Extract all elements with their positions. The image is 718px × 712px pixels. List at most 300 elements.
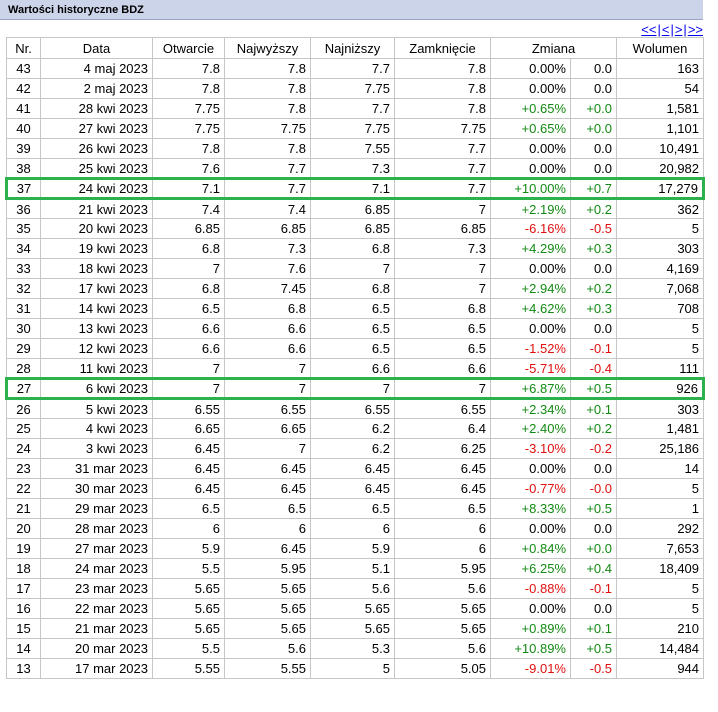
cell-nr: 43 [7,59,41,79]
cell-volume: 926 [617,379,704,399]
pagination [641,22,703,37]
cell-high: 7.8 [225,139,311,159]
cell-open: 5.5 [153,639,225,659]
cell-open: 5.65 [153,619,225,639]
cell-nr: 16 [7,599,41,619]
cell-close: 6.55 [395,399,491,419]
cell-change-pct: 0.00% [491,79,571,99]
cell-low: 6.8 [311,239,395,259]
cell-open: 6 [153,519,225,539]
cell-close: 5.05 [395,659,491,679]
cell-high: 5.95 [225,559,311,579]
cell-high: 7.6 [225,259,311,279]
cell-volume: 1,481 [617,419,704,439]
table-row [7,179,704,199]
cell-low: 5.65 [311,619,395,639]
cell-change-abs: 0.0 [571,139,617,159]
cell-nr: 14 [7,639,41,659]
table-row [7,539,704,559]
cell-close: 7.3 [395,239,491,259]
cell-change-pct: 0.00% [491,59,571,79]
cell-change-abs: -0.4 [571,359,617,379]
cell-nr: 40 [7,119,41,139]
cell-change-abs: +0.7 [571,179,617,199]
cell-open: 5.55 [153,659,225,679]
cell-volume: 210 [617,619,704,639]
cell-nr: 42 [7,79,41,99]
cell-change-pct: -0.88% [491,579,571,599]
cell-nr: 20 [7,519,41,539]
table-row [7,79,704,99]
pager-separator: | [657,22,661,37]
cell-volume: 7,653 [617,539,704,559]
cell-nr: 38 [7,159,41,179]
cell-low: 6.5 [311,299,395,319]
cell-date: 13 kwi 2023 [41,319,153,339]
cell-change-abs: -0.5 [571,219,617,239]
cell-open: 5.9 [153,539,225,559]
cell-volume: 14,484 [617,639,704,659]
cell-change-abs: 0.0 [571,159,617,179]
cell-volume: 10,491 [617,139,704,159]
cell-change-abs: -0.2 [571,439,617,459]
cell-change-abs: +0.0 [571,99,617,119]
cell-volume: 20,982 [617,159,704,179]
cell-low: 6.85 [311,219,395,239]
table-row [7,599,704,619]
cell-open: 7.75 [153,119,225,139]
cell-nr: 28 [7,359,41,379]
table-row [7,619,704,639]
cell-low: 6.6 [311,359,395,379]
cell-high: 6.85 [225,219,311,239]
cell-change-pct: 0.00% [491,139,571,159]
table-row [7,379,704,399]
pager-separator: | [683,22,687,37]
cell-close: 5.65 [395,619,491,639]
cell-high: 5.6 [225,639,311,659]
cell-change-pct: +6.25% [491,559,571,579]
cell-close: 5.95 [395,559,491,579]
cell-change-pct: -3.10% [491,439,571,459]
cell-volume: 1,581 [617,99,704,119]
cell-date: 2 maj 2023 [41,79,153,99]
cell-change-pct: 0.00% [491,519,571,539]
cell-change-pct: +2.34% [491,399,571,419]
cell-volume: 292 [617,519,704,539]
cell-low: 7.3 [311,159,395,179]
cell-high: 7.8 [225,79,311,99]
cell-volume: 25,186 [617,439,704,459]
cell-high: 7.8 [225,99,311,119]
table-row [7,119,704,139]
cell-close: 7 [395,259,491,279]
cell-volume: 5 [617,219,704,239]
cell-high: 6 [225,519,311,539]
table-row [7,259,704,279]
cell-volume: 5 [617,479,704,499]
cell-open: 5.65 [153,599,225,619]
cell-date: 14 kwi 2023 [41,299,153,319]
cell-date: 21 mar 2023 [41,619,153,639]
cell-nr: 26 [7,399,41,419]
cell-low: 6.8 [311,279,395,299]
cell-high: 6.45 [225,539,311,559]
cell-change-pct: 0.00% [491,459,571,479]
cell-date: 3 kwi 2023 [41,439,153,459]
cell-nr: 25 [7,419,41,439]
table-row [7,499,704,519]
cell-change-abs: 0.0 [571,259,617,279]
cell-nr: 41 [7,99,41,119]
cell-high: 7.8 [225,59,311,79]
cell-low: 7.75 [311,79,395,99]
cell-close: 6.5 [395,499,491,519]
cell-nr: 27 [7,379,41,399]
cell-volume: 944 [617,659,704,679]
cell-low: 5.6 [311,579,395,599]
cell-change-pct: -1.52% [491,339,571,359]
cell-volume: 18,409 [617,559,704,579]
cell-volume: 7,068 [617,279,704,299]
page-prev-link[interactable]: < [661,22,670,37]
cell-date: 18 kwi 2023 [41,259,153,279]
cell-low: 6.45 [311,479,395,499]
cell-date: 21 kwi 2023 [41,199,153,219]
cell-high: 6.45 [225,479,311,499]
col-header-nr: Nr. [7,38,41,59]
table-row [7,639,704,659]
col-header-change: Zmiana [491,38,617,59]
cell-change-pct: +4.29% [491,239,571,259]
table-row [7,99,704,119]
cell-change-pct: 0.00% [491,599,571,619]
cell-high: 5.65 [225,619,311,639]
cell-high: 6.6 [225,319,311,339]
cell-nr: 19 [7,539,41,559]
cell-close: 7.8 [395,79,491,99]
cell-volume: 303 [617,399,704,419]
panel-title-bar [0,0,703,20]
cell-open: 6.6 [153,339,225,359]
cell-change-pct: 0.00% [491,159,571,179]
cell-high: 6.65 [225,419,311,439]
cell-volume: 1 [617,499,704,519]
cell-volume: 303 [617,239,704,259]
cell-open: 6.5 [153,299,225,319]
cell-date: 5 kwi 2023 [41,399,153,419]
cell-open: 6.45 [153,439,225,459]
cell-low: 6.5 [311,339,395,359]
table-row [7,239,704,259]
table-row [7,219,704,239]
cell-change-pct: +8.33% [491,499,571,519]
cell-open: 6.65 [153,419,225,439]
cell-date: 6 kwi 2023 [41,379,153,399]
cell-low: 6.5 [311,499,395,519]
table-row [7,439,704,459]
cell-nr: 30 [7,319,41,339]
cell-open: 7.1 [153,179,225,199]
cell-close: 6.45 [395,479,491,499]
cell-low: 6.85 [311,199,395,219]
table-row [7,479,704,499]
cell-change-pct: +2.94% [491,279,571,299]
table-row [7,319,704,339]
cell-low: 7 [311,259,395,279]
cell-volume: 1,101 [617,119,704,139]
panel-title: Wartości historyczne BDZ [8,4,144,16]
cell-close: 6.85 [395,219,491,239]
cell-date: 28 kwi 2023 [41,99,153,119]
cell-open: 7 [153,359,225,379]
cell-date: 20 kwi 2023 [41,219,153,239]
cell-open: 6.45 [153,479,225,499]
cell-change-abs: +0.5 [571,639,617,659]
page-last-link[interactable]: >> [687,22,703,37]
col-header-high: Najwyższy [225,38,311,59]
cell-open: 5.5 [153,559,225,579]
cell-change-abs: +0.4 [571,559,617,579]
cell-low: 6 [311,519,395,539]
cell-change-abs: +0.2 [571,419,617,439]
cell-nr: 22 [7,479,41,499]
table-row [7,519,704,539]
cell-change-pct: +10.89% [491,639,571,659]
cell-high: 7.45 [225,279,311,299]
table-row [7,59,704,79]
cell-high: 6.8 [225,299,311,319]
cell-open: 7.8 [153,59,225,79]
cell-high: 7 [225,379,311,399]
cell-date: 24 kwi 2023 [41,179,153,199]
cell-date: 30 mar 2023 [41,479,153,499]
cell-change-abs: +0.0 [571,119,617,139]
cell-date: 17 kwi 2023 [41,279,153,299]
cell-date: 25 kwi 2023 [41,159,153,179]
cell-high: 6.5 [225,499,311,519]
page-next-link[interactable]: > [674,22,683,37]
col-header-volume: Wolumen [617,38,704,59]
cell-open: 7.4 [153,199,225,219]
cell-nr: 18 [7,559,41,579]
cell-close: 7 [395,199,491,219]
table-row [7,199,704,219]
cell-low: 7.55 [311,139,395,159]
cell-volume: 17,279 [617,179,704,199]
cell-low: 6.5 [311,319,395,339]
cell-nr: 24 [7,439,41,459]
cell-date: 4 kwi 2023 [41,419,153,439]
table-row [7,579,704,599]
cell-volume: 4,169 [617,259,704,279]
cell-date: 19 kwi 2023 [41,239,153,259]
cell-low: 6.2 [311,419,395,439]
cell-open: 6.85 [153,219,225,239]
cell-close: 6.5 [395,339,491,359]
cell-open: 6.6 [153,319,225,339]
cell-low: 7.75 [311,119,395,139]
cell-high: 7 [225,359,311,379]
cell-change-abs: 0.0 [571,459,617,479]
cell-date: 26 kwi 2023 [41,139,153,159]
cell-change-pct: +2.19% [491,199,571,219]
cell-close: 7.75 [395,119,491,139]
cell-nr: 34 [7,239,41,259]
cell-change-pct: +4.62% [491,299,571,319]
cell-high: 7.3 [225,239,311,259]
table-row [7,139,704,159]
cell-close: 6.25 [395,439,491,459]
cell-open: 7.75 [153,99,225,119]
cell-low: 5.3 [311,639,395,659]
cell-close: 6 [395,539,491,559]
cell-volume: 5 [617,319,704,339]
cell-close: 5.6 [395,579,491,599]
cell-nr: 29 [7,339,41,359]
cell-open: 6.5 [153,499,225,519]
cell-change-pct: +6.87% [491,379,571,399]
table-row [7,339,704,359]
pager-separator: | [670,22,674,37]
cell-close: 6.45 [395,459,491,479]
table-row [7,459,704,479]
cell-low: 7.1 [311,179,395,199]
cell-close: 7.7 [395,179,491,199]
cell-nr: 31 [7,299,41,319]
cell-high: 6.45 [225,459,311,479]
cell-date: 24 mar 2023 [41,559,153,579]
cell-open: 7.6 [153,159,225,179]
cell-high: 5.55 [225,659,311,679]
cell-close: 7 [395,379,491,399]
cell-low: 7 [311,379,395,399]
cell-close: 6.5 [395,319,491,339]
cell-low: 5.9 [311,539,395,559]
cell-open: 5.65 [153,579,225,599]
cell-nr: 36 [7,199,41,219]
cell-change-abs: +0.5 [571,379,617,399]
cell-nr: 23 [7,459,41,479]
cell-close: 5.65 [395,599,491,619]
cell-change-abs: 0.0 [571,319,617,339]
table-row [7,659,704,679]
cell-date: 31 mar 2023 [41,459,153,479]
cell-change-abs: 0.0 [571,59,617,79]
cell-change-pct: 0.00% [491,319,571,339]
page-first-link[interactable]: << [641,22,657,37]
table-row [7,359,704,379]
table-header-row [7,38,704,59]
cell-date: 28 mar 2023 [41,519,153,539]
cell-high: 6.55 [225,399,311,419]
cell-change-pct: -9.01% [491,659,571,679]
cell-change-pct: +10.00% [491,179,571,199]
cell-volume: 708 [617,299,704,319]
cell-low: 6.55 [311,399,395,419]
cell-close: 6.8 [395,299,491,319]
cell-volume: 54 [617,79,704,99]
cell-date: 20 mar 2023 [41,639,153,659]
cell-low: 5 [311,659,395,679]
cell-high: 7.7 [225,179,311,199]
cell-change-abs: +0.5 [571,499,617,519]
cell-date: 17 mar 2023 [41,659,153,679]
cell-volume: 5 [617,579,704,599]
cell-nr: 21 [7,499,41,519]
table-row [7,279,704,299]
cell-low: 6.45 [311,459,395,479]
cell-nr: 37 [7,179,41,199]
cell-volume: 5 [617,339,704,359]
cell-change-abs: +0.1 [571,399,617,419]
cell-high: 6.6 [225,339,311,359]
table-row [7,419,704,439]
cell-change-abs: +0.3 [571,239,617,259]
cell-high: 5.65 [225,599,311,619]
cell-nr: 39 [7,139,41,159]
cell-open: 7.8 [153,79,225,99]
cell-close: 5.6 [395,639,491,659]
cell-open: 6.8 [153,239,225,259]
col-header-date: Data [41,38,153,59]
cell-close: 7.8 [395,99,491,119]
cell-change-abs: -0.5 [571,659,617,679]
cell-change-pct: +0.65% [491,99,571,119]
cell-change-pct: +0.84% [491,539,571,559]
history-table [5,37,705,679]
cell-change-abs: -0.1 [571,339,617,359]
cell-nr: 17 [7,579,41,599]
cell-change-abs: +0.1 [571,619,617,639]
cell-close: 7.7 [395,139,491,159]
cell-date: 22 mar 2023 [41,599,153,619]
cell-date: 4 maj 2023 [41,59,153,79]
cell-open: 7 [153,259,225,279]
cell-high: 7.4 [225,199,311,219]
cell-close: 7.7 [395,159,491,179]
cell-change-abs: -0.1 [571,579,617,599]
cell-high: 7.75 [225,119,311,139]
cell-change-abs: 0.0 [571,599,617,619]
cell-low: 6.2 [311,439,395,459]
cell-nr: 13 [7,659,41,679]
cell-volume: 5 [617,599,704,619]
cell-open: 6.55 [153,399,225,419]
cell-low: 5.1 [311,559,395,579]
cell-volume: 163 [617,59,704,79]
cell-low: 5.65 [311,599,395,619]
cell-high: 5.65 [225,579,311,599]
cell-close: 6.4 [395,419,491,439]
cell-nr: 15 [7,619,41,639]
cell-change-abs: -0.0 [571,479,617,499]
cell-date: 11 kwi 2023 [41,359,153,379]
cell-change-pct: +0.65% [491,119,571,139]
cell-low: 7.7 [311,59,395,79]
cell-volume: 14 [617,459,704,479]
cell-date: 29 mar 2023 [41,499,153,519]
col-header-close: Zamknięcie [395,38,491,59]
cell-nr: 32 [7,279,41,299]
cell-volume: 362 [617,199,704,219]
cell-change-pct: +2.40% [491,419,571,439]
cell-volume: 111 [617,359,704,379]
cell-change-pct: -0.77% [491,479,571,499]
cell-change-abs: +0.2 [571,279,617,299]
cell-change-abs: +0.0 [571,539,617,559]
cell-nr: 33 [7,259,41,279]
